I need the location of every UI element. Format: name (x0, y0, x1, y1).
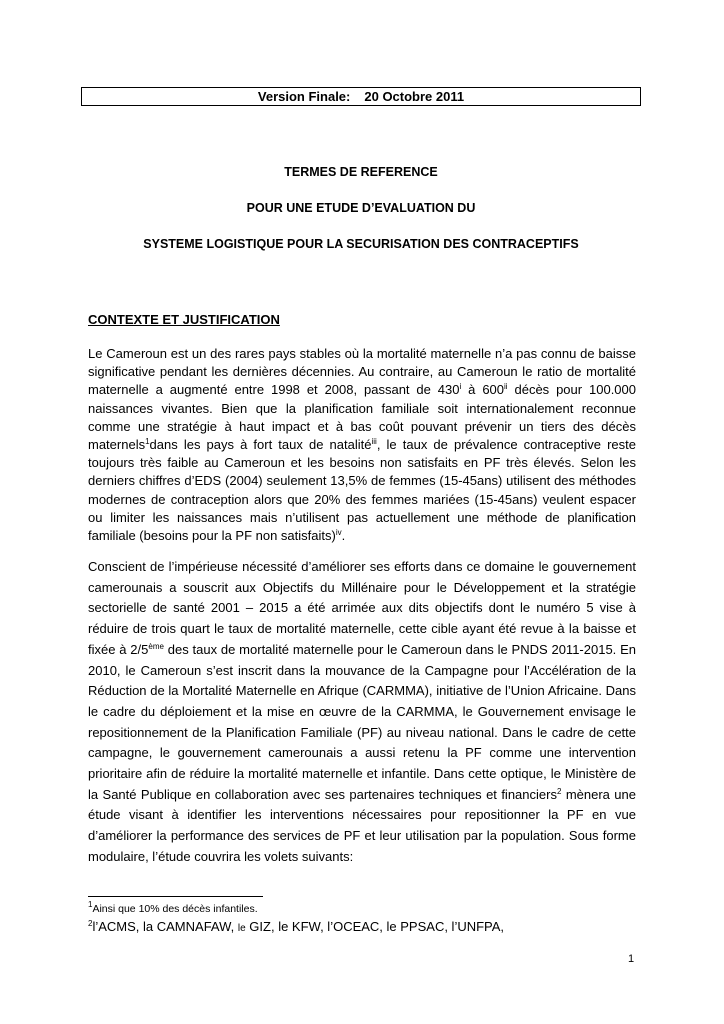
footnote-separator (88, 896, 263, 897)
paragraph-government-efforts (88, 557, 636, 868)
endnote-ref-iii[interactable]: iii (371, 437, 377, 447)
paragraph-text: , le taux de prévalence contraceptive reste toujours très faible au Cameroun et les besoins non satisfaits en PF très élevés. Selon les derniers chiffres d’EDS (2004) seulement 13,5% de femmes (15-45ans) utilisent des méthodes modernes de contraception alors que 20% des femmes mariées (15-45ans) veulent espacer ou limiter les naissances mais n’utilisent pas actuellement une méthode de planification familiale (besoins pour la PF non satisfaits) (88, 437, 636, 544)
paragraph-text: Le Cameroun est un des rares pays stables où la mortalité maternelle n’a pas connu de baisse significative pendant les dernières décennies. Au contraire, au Cameroun le ratio de mortalité maternelle a augmenté entre 1998 et 2008, passant de 430 (88, 346, 636, 398)
endnote-ref-ii[interactable]: ii (504, 382, 508, 392)
version-header-box (81, 87, 641, 106)
document-title-line-1: TERMES DE REFERENCE (284, 165, 438, 179)
document-title-line-2: POUR UNE ETUDE D’EVALUATION DU (246, 201, 476, 215)
paragraph-text: Conscient de l’impérieuse nécessité d’améliorer ses efforts dans ce domaine le gouvernement camerounais a souscrit aux Objectifs du Millénaire pour le Développement et la stratégie sectorielle de santé 2001 – 2015 a été arrimée aux dits objectifs dont le numéro 5 vise à réduire de trois quart le taux de mortalité maternelle, cette cible ayant été revue à la baisse et fixée à 2/5 (88, 559, 636, 657)
paragraph-text: . (341, 528, 346, 544)
paragraph-text: mènera une étude visant à identifier les interventions nécessaires pour repositionner la PF en vue d’améliorer la performance des services de PF et leur utilisation par la population. Sous forme modulaire, l’étude couvrira les volets suivants: (88, 786, 636, 864)
paragraph-text: à 600 (461, 382, 505, 398)
footnote-1 (88, 902, 258, 916)
version-label: Version Finale: (257, 89, 351, 104)
endnote-ref-i[interactable]: i (459, 382, 462, 392)
version-date: 20 Octobre 2011 (364, 89, 465, 104)
footnote-ref-2[interactable]: 2 (556, 786, 562, 796)
paragraph-text: dans les pays à fort taux de natalité (149, 437, 372, 453)
footnote-1-mark: 1 (88, 900, 93, 909)
footnote-2-mark: 2 (88, 919, 93, 928)
footnote-2 (88, 918, 504, 937)
document-title-line-3: SYSTEME LOGISTIQUE POUR LA SECURISATION DES CONTRACEPTIFS (143, 237, 579, 251)
footnote-1-text: Ainsi que 10% des décès infantiles. (92, 903, 258, 915)
footnote-2-text: l’ACMS, la CAMNAFAW, (92, 919, 238, 934)
paragraph-text: des taux de mortalité maternelle pour le Cameroun dans le PNDS 2011-2015. En 2010, le Cameroun s’est inscrit dans la mouvance de la Campagne pour l’Accélération de la Réduction de la Mortalité Maternelle en Afrique (CARMMA), initiative de l’Union Africaine. Dans le cadre du déploiement et la mise en œuvre de la CARMMA, le Gouvernement envisage le repositionnement de la Planification Familiale (PF) au niveau national. Dans le cadre de cette campagne, le gouvernement camerounais a aussi retenu la PF comme une intervention prioritaire afin de réduire la mortalité maternelle et infantile. Dans cette optique, le Ministère de la Santé Publique en collaboration avec ses partenaires techniques et financiers (88, 641, 636, 802)
section-heading-contexte: CONTEXTE ET JUSTIFICATION (88, 312, 280, 327)
paragraph-text: décès pour 100.000 naissances vivantes. Bien que la planification familiale soit internationalement reconnue comme une stratégie à haut impact et à bas coût pouvant prévenir un tiers des décès maternels (88, 382, 636, 453)
footnote-2-text-small: le (237, 923, 246, 934)
footnote-ref-1[interactable]: 1 (145, 437, 150, 447)
paragraph-context (88, 345, 636, 545)
superscript-eme: ème (148, 641, 164, 651)
footnote-2-text-rest: GIZ, le KFW, l’OCEAC, le PPSAC, l’UNFPA, (245, 919, 505, 934)
page-number: 1 (628, 953, 635, 965)
endnote-ref-iv[interactable]: iv (335, 528, 342, 538)
